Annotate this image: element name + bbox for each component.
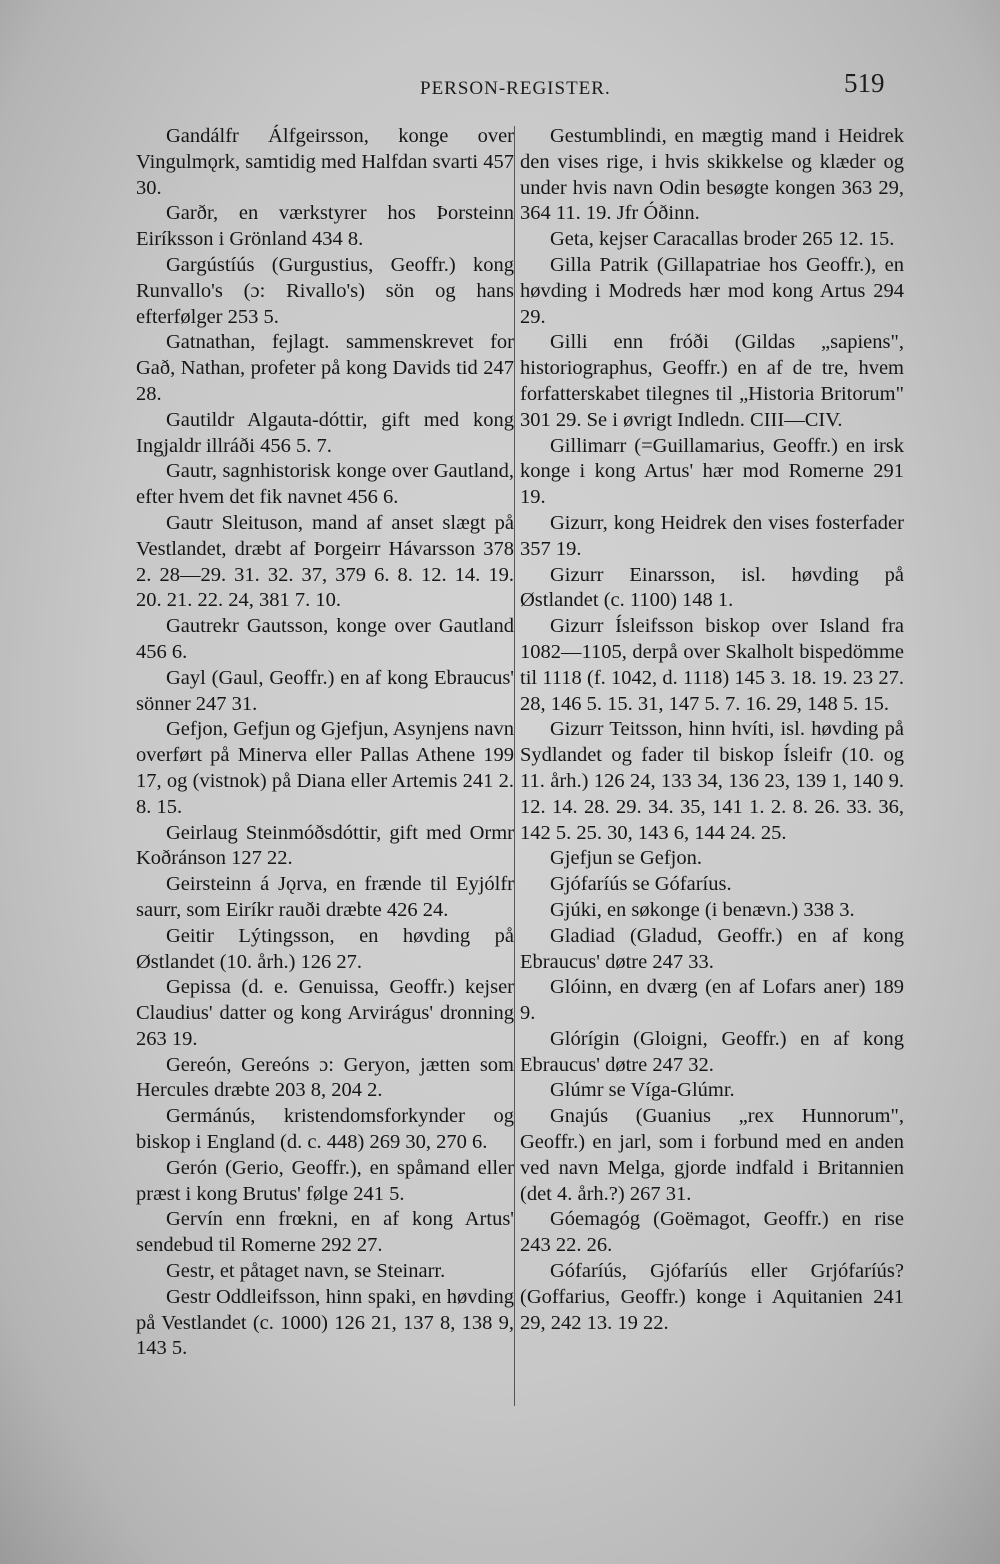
index-entry: Gepissa (d. e. Genuissa, Geoffr.) kejser Claudius' datter og kong Arvirágus' dronning 263 19. — [136, 976, 514, 1050]
index-entry: Gereón, Gereóns ɔ: Geryon, jætten som Hercules dræbte 203 8, 204 2. — [136, 1053, 514, 1102]
page-header — [0, 68, 1000, 114]
index-entry: Germánús, kristendomsforkynder og biskop i England (d. c. 448) 269 30, 270 6. — [136, 1105, 514, 1154]
index-entry: Glúmr se Víga-Glúmr. — [550, 1079, 735, 1102]
index-entry: Gladiad (Gladud, Geoffr.) en af kong Ebraucus' døtre 247 33. — [520, 924, 904, 973]
index-entry: Gizurr Ísleifsson biskop over Island fra 1082—1105, derpå over Skalholt bispedömme til 1118 (f. 1042, d. 1118) 145 3. 18. 19. 23 27. 28, 146 5. 15. 31, 147 5. 7. 16. 29, 148 5. 15. — [520, 615, 904, 715]
index-entry: Gayl (Gaul, Geoffr.) en af kong Ebraucus' sönner 247 31. — [136, 666, 514, 715]
index-entry: Geirsteinn á Jǫrva, en frænde til Eyjólfr saurr, som Eiríkr rauði dræbte 426 24. — [136, 873, 514, 921]
index-entry: Gautrekr Gautsson, konge over Gautland 456 6. — [136, 615, 514, 663]
index-entry: Gautildr Algauta-dóttir, gift med kong Ingjaldr illráði 456 5. 7. — [136, 408, 514, 457]
index-entry: Gjefjun se Gefjon. — [550, 847, 702, 870]
index-entry: Gestr, et påtaget navn, se Steinarr. — [166, 1260, 446, 1283]
page-number: 519 — [844, 68, 885, 98]
right-column — [520, 124, 904, 1336]
index-entry: Geirlaug Steinmóðsdóttir, gift med Ormr Koðránson 127 22. — [136, 821, 514, 870]
index-entry: Glóinn, en dværg (en af Lofars aner) 189 9. — [520, 976, 904, 1025]
index-entry: Gatnathan, fejlagt. sammenskrevet for Gað, Nathan, profeter på kong Davids tid 247 28. — [136, 331, 514, 405]
column-divider — [514, 126, 515, 1406]
index-entry: Gautr Sleituson, mand af anset slægt på Vestlandet, dræbt af Þorgeirr Hávarsson 378 2. 28—29. 31. 32. 37, 379 6. 8. 12. 14. 19. 20. 21. 22. 24, 381 7. 10. — [136, 511, 514, 612]
index-entry: Geta, kejser Caracallas broder 265 12. 15. — [550, 228, 895, 251]
index-entry: Gandálfr Álfgeirsson, konge over Vingulmǫrk, samtidig med Halfdan svarti 457 30. — [136, 125, 514, 199]
index-entry: Gerón (Gerio, Geoffr.), en spåmand eller præst i kong Brutus' følge 241 5. — [136, 1156, 514, 1205]
running-head: PERSON-REGISTER. — [420, 78, 611, 99]
index-entry: Gjúki, en søkonge (i benævn.) 338 3. — [550, 898, 855, 921]
index-entry: Gófaríús, Gjófaríús eller Grjófaríús? (Goffarius, Geoffr.) konge i Aquitanien 241 29, 242 13. 19 22. — [520, 1260, 904, 1334]
index-entry: Gautr, sagnhistorisk konge over Gautland, efter hvem det fik navnet 456 6. — [136, 460, 514, 509]
index-entry: Gizurr Teitsson, hinn hvíti, isl. høvding på Sydlandet og fader til biskop Ísleifr (10. og 11. årh.) 126 24, 133 34, 136 23, 139 1, 140 9. 12. 14. 28. 29. 34. 35, 141 1. 2. 8. 26. 33. 36, 142 5. 25. 30, 143 6, 144 24. 25. — [520, 718, 904, 844]
left-column — [136, 124, 514, 1362]
index-entry: Gargústíús (Gurgustius, Geoffr.) kong Runvallo's (ɔ: Rivallo's) sön og hans efterfølger 253 5. — [136, 253, 514, 328]
index-entry: Gnajús (Guanius „rex Hunnorum", Geoffr.) en jarl, som i forbund med en anden ved navn Melga, gjorde indfald i Britannien (det 4. årh.?) 267 31. — [520, 1105, 904, 1205]
index-entry: Gervín enn frœkni, en af kong Artus' sendebud til Romerne 292 27. — [136, 1208, 514, 1257]
index-entry: Garðr, en værkstyrer hos Þorsteinn Eiríksson i Grönland 434 8. — [136, 202, 514, 251]
index-entry: Gizurr, kong Heidrek den vises fosterfader 357 19. — [520, 511, 904, 560]
index-entry: Góemagóg (Goëmagot, Geoffr.) en rise 243 22. 26. — [520, 1208, 904, 1257]
index-entry: Gilli enn fróði (Gildas „sapiens", historiographus, Geoffr.) en af de tre, hvem forfatterskabet tilegnes til „Historia Britorum" 301 29. Se i øvrigt Indledn. CIII—CIV. — [520, 331, 904, 431]
index-entry: Gestr Oddleifsson, hinn spaki, en høvding på Vestlandet (c. 1000) 126 21, 137 8, 138 9, 143 5. — [136, 1285, 514, 1360]
index-entry: Geitir Lýtingsson, en høvding på Østlandet (10. årh.) 126 27. — [136, 924, 514, 973]
index-entry: Glórígin (Gloigni, Geoffr.) en af kong Ebraucus' døtre 247 32. — [520, 1027, 904, 1076]
index-entry: Gillimarr (=Guillamarius, Geoffr.) en irsk konge i kong Artus' hær mod Romerne 291 19. — [520, 434, 904, 509]
index-entry: Gizurr Einarsson, isl. høvding på Østlandet (c. 1100) 148 1. — [520, 563, 904, 612]
index-entry: Gjófaríús se Gófaríus. — [550, 873, 732, 896]
index-entry: Gestumblindi, en mægtig mand i Heidrek den vises rige, i hvis skikkelse og klæder og under hvis navn Odin besøgte kongen 363 29, 364 11. 19. Jfr Óðinn. — [520, 125, 904, 225]
index-entry: Gilla Patrik (Gillapatriae hos Geoffr.), en høvding i Modreds hær mod kong Artus 294 29. — [520, 253, 904, 328]
index-entry: Gefjon, Gefjun og Gjefjun, Asynjens navn overført på Minerva eller Pallas Athene 199 17, og (vistnok) på Diana eller Artemis 241 2. 8. 15. — [136, 718, 514, 818]
